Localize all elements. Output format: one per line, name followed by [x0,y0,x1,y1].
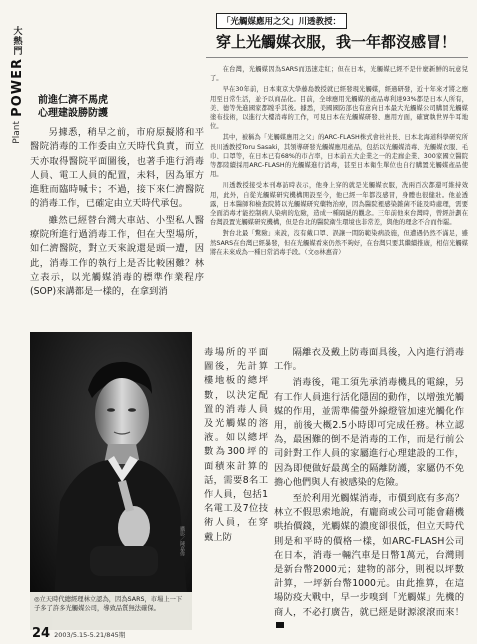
photo-caption: ◎立天時代總經理林立認為，因為SARS，市場上一下子多了許多光觸媒公司，導致品質無法確保。 [30,592,192,630]
section-label-en: POWER [9,58,25,117]
body-paragraph: 隔離衣及戴上防毒面具後，入內進行消毒工作。 [274,347,464,373]
body-paragraph: 雖然已經替台灣大車站、小型私人醫療院所進行過消毒工作，但在大型場所，如仁濟醫院，對立天來說還是頭一遭，因此，消毒工作的執行上是否比較困難？林立表示，以光觸媒消毒的標準作業程序(SOP)來講都是一樣的，在拿到消 [30,214,204,298]
sidebar-paragraph: 其中，被稱為「光觸媒應用之父」的ARC-FLASH株式會社社長、日本北海道科學研究所長川透教授Toru Sasaki，其領導研發光觸媒應用產品，包括以光觸媒消毒、光觸媒衣服、毛巾、口罩等，在日本已有68%的市占率，日本前五大企業之一的走廊企業、300家國立醫院等都陸續採用ARC-FLASH的光觸媒進行消毒，甚至日本衛生單位也自行購置光觸媒產品使用。 [210,134,468,179]
body-paragraph: 另據悉，稍早之前，市府原擬將和平醫院消毒的工作委由立天時代負責，而立天亦取得醫院平面圖後，也著手進行消毒人員、電工人員的配置，未料，因為軍方進駐而臨時喊卡；不過，接下來仁濟醫院的消毒工作，已確定由立天時代承包。 [30,127,204,210]
photo-credit: 攝影／陳嘉偉 [179,526,185,556]
section-label-sub: Plant [12,120,22,144]
subhead-line: 前進仁濟不馬虎 [38,95,108,106]
headline-kicker: 「光觸媒應用之父」川透教授： [216,13,347,29]
sidebar-paragraph: 在台灣，光觸媒因為SARS而迅速走紅；但在日本，光觸媒已經不是什麼新鮮的玩意兒了。 [210,66,468,83]
issue-info: 2003/5.15-5.21/845期 [54,631,126,639]
section-tag [4,26,30,144]
sidebar-article [210,65,468,385]
narrow-column [204,346,268,628]
portrait-illustration [30,332,192,630]
sidebar-paragraph: 早在30年前，日本東京大學藤島教授就已經發現光觸媒，經過研發，近十年來才將之應用至日常生活，並予以商品化。目前，全球應用光觸媒的產品專利達93%都是日本人所有，美、德等先進國家都瞠乎其後。據悉，美國國防部也有意向日本最大光觸媒公司購買光觸媒塗布技術，以進行大樓消毒的工作，可見日本在光觸媒研發、應用方面，確實執世界牛耳地位。 [210,86,468,131]
sidebar-paragraph: 對台北最「驚險」來說，沒有戴口罩、誤讓一間防範染病設施，但遭遇仍然不滿足，雖然SARS在台灣已經暴發，但在光觸媒看來仍然不夠好，在台灣只要其繼續推廣，相信光觸媒將在未來成為一種日常消毒手段。（文◎林惠音） [210,230,468,256]
body-paragraph: 消毒後，電工須先承消毒機具的電線，另有工作人員進行活化隱固的動作，以增強光觸媒的作用，並需準備螢外線燈管加速光觸化作用，前後大概2.5小時即可完成任務。林立認為，最困難的倒不是消毒的工作，而是行前公司針對工作人員的家屬進行心理建設的工作，因為即便做好最萬全的隔離防護，家屬仍不免擔心他們與人有被感染的危險。 [274,377,464,488]
body-paragraph [274,492,464,628]
subhead-line: 心理建設勝防護 [38,108,108,119]
left-column-body [30,126,204,324]
body-paragraph: 毒場所的平面圖後，先計算樓地板的總坪數，以決定配置的消毒人員及光觸媒的溶液。如以總坪數為300坪的面積來計算的話，需要8名工作人員，包括1名電工及7位技術人員，在穿戴上防 [204,347,268,543]
portrait-photo [30,332,192,630]
section-label-cn: 大熱門 [11,26,22,56]
final-paragraph-text: 至於利用光觸媒消毒，市價到底有多高？林立不假思索地說，有龐商或公司可能會藉機哄抬價錢，光觸媒的濃度卻很低，但立天時代則是和平時的價格一樣，如ARC-FLASH公司在日本，消毒一輛汽車是日幣1萬元，台灣則是新台幣2000元；建物的部分，則視以坪數計算，一坪新台幣1000元。由此推算，在這場防疫大戰中，早一步嗅到「光觸媒」先機的商人，不必打廣告，就已經是財源滾滾而來！ [274,493,464,618]
headline-divider [206,57,468,58]
headline-title: 穿上光觸媒衣服，我一年都沒感冒！ [216,33,457,51]
page-footer [32,626,125,641]
section-subhead [38,94,148,120]
right-column-body [274,346,464,628]
sidebar-paragraph: 川透教授接受本刊專訪時表示，他身上穿的就是光觸媒衣服，冼兩百次都還可維持效用，此外，自從光觸媒研究機構開設至今，他已經一年都沒感冒，身體也很健壯。他並透露，日本醫師和檢查院將以光觸媒研究藥物治療，因為醫院裡感染雜菌不能及時處理，需要全面消毒才能控制病人染病的危險，造成一種隔絕的觀念。三年前他來台灣時，曾經計劃在台灣設置光觸媒研究機構，但是台北的醫院衛生環境也非常差，與他的理念不合而作罷。 [210,182,468,227]
page-number: 24 [32,626,51,641]
end-mark-icon [276,622,284,628]
